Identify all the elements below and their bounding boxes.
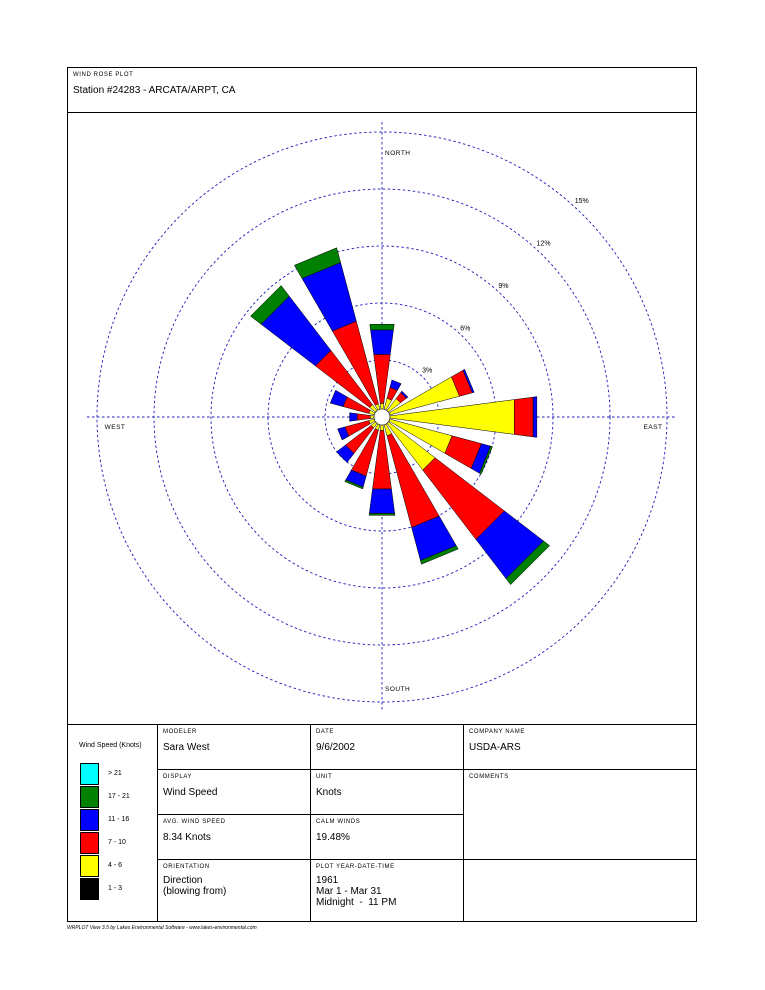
calm-winds-label: CALM WINDS [316, 819, 361, 825]
plot-type-label: WIND ROSE PLOT [73, 72, 134, 78]
bar-S-1 [380, 425, 384, 431]
label-east: EAST [643, 424, 663, 431]
row1-divider [157, 769, 697, 770]
modeler-label: MODELER [163, 729, 197, 735]
bar-N-1 [380, 403, 384, 409]
plot-time-label: PLOT YEAR-DATE-TIME [316, 864, 395, 870]
ring-label-3: 9% [498, 282, 509, 290]
bar-W-3 [350, 413, 358, 422]
bar-W-2 [357, 414, 370, 421]
orientation-line2: (blowing from) [163, 886, 227, 897]
legend-label: 17 - 21 [108, 793, 130, 800]
legend-divider [157, 724, 158, 922]
unit-label: UNIT [316, 774, 333, 780]
label-north: NORTH [385, 150, 411, 157]
date-value: 9/6/2002 [316, 742, 355, 753]
col2-divider [310, 724, 311, 922]
plot-time: Midnight - 11 PM [316, 897, 397, 908]
bar-W-1 [370, 415, 374, 418]
legend-label: 1 - 3 [108, 885, 123, 892]
calm-circle [374, 409, 390, 425]
legend-title: Wind Speed (Knots) [79, 742, 142, 749]
orientation-line1: Direction [163, 875, 203, 886]
ring-label-4: 12% [536, 240, 551, 248]
wind-rose-chart [68, 113, 696, 724]
legend-label: > 21 [108, 770, 122, 777]
ring-label-2: 6% [460, 325, 471, 333]
company-label: COMPANY NAME [469, 729, 525, 735]
unit-value: Knots [316, 787, 342, 798]
plot-year: 1961 [316, 875, 339, 886]
bars-group [251, 248, 550, 585]
avg-speed-label: AVG. WIND SPEED [163, 819, 226, 825]
legend-swatch [80, 809, 99, 831]
table-top-divider [67, 724, 697, 725]
label-south: SOUTH [385, 686, 411, 693]
legend-label: 11 - 16 [108, 816, 130, 823]
legend-swatch [80, 832, 99, 854]
bar-N-3 [371, 330, 394, 354]
display-label: DISPLAY [163, 774, 193, 780]
modeler-value: Sara West [163, 742, 210, 753]
footer-credit: WRPLOT View 3.5 by Lakes Environmental Software - www.lakes-environmental.com [67, 925, 257, 931]
bar-E-2 [514, 397, 533, 437]
bar-E-3 [533, 397, 537, 438]
ring-label-5: 15% [574, 198, 589, 206]
orientation-label: ORIENTATION [163, 864, 210, 870]
bar-N-4 [370, 324, 394, 330]
legend-label: 7 - 10 [108, 839, 126, 846]
date-label: DATE [316, 729, 334, 735]
display-value: Wind Speed [163, 787, 218, 798]
legend-swatch [80, 855, 99, 877]
row3-divider [157, 859, 697, 860]
legend-swatch [80, 786, 99, 808]
calm-winds-value: 19.48% [316, 832, 350, 843]
plot-dates: Mar 1 - Mar 31 [316, 886, 382, 897]
company-value: USDA-ARS [469, 742, 521, 753]
bar-S-3 [369, 489, 394, 513]
station-title: Station #24283 - ARCATA/ARPT, CA [73, 85, 236, 96]
avg-speed-value: 8.34 Knots [163, 832, 211, 843]
row2-divider [157, 814, 463, 815]
legend-swatch [80, 763, 99, 785]
col3-divider [463, 724, 464, 922]
label-west: WEST [104, 424, 126, 431]
bar-S-4 [369, 513, 395, 515]
legend-label: 4 - 6 [108, 862, 123, 869]
ring-label-1: 3% [422, 367, 433, 375]
legend-swatch [80, 878, 99, 900]
comments-label: COMMENTS [469, 774, 509, 780]
